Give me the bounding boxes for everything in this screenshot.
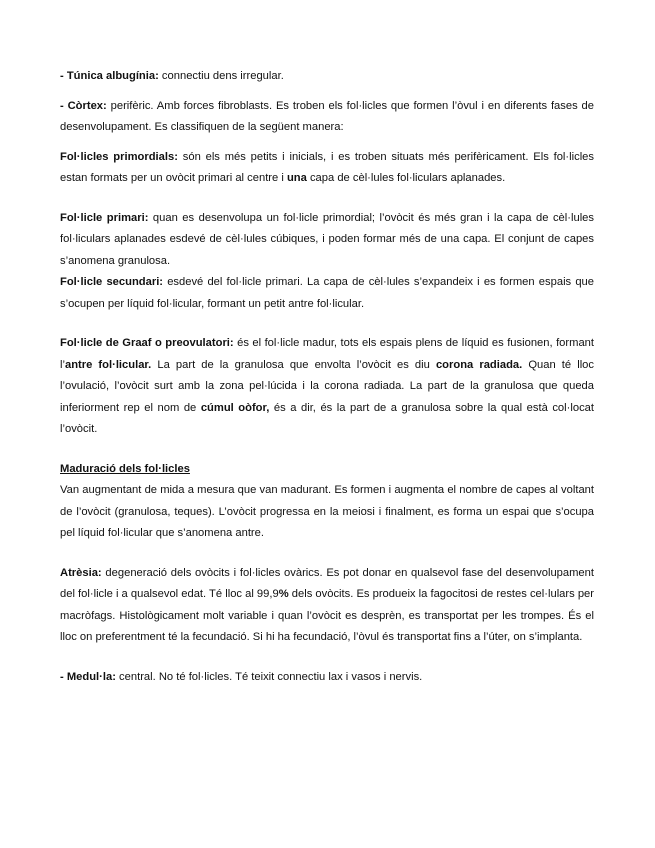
term-cortex: - Còrtex: (60, 99, 107, 112)
term-secondary-follicle: Fol·licle secundari: (60, 276, 164, 288)
definition-secondary-follicle: esdevé del fol·licle primari. La capa de cèl·lules s’expandeix i es formen espais que s’ocupen per líquid fol·licular, formant un petit antre fol·licular. (60, 276, 594, 310)
heading-maduracio (60, 459, 594, 481)
paragraph-maduracio (60, 480, 594, 545)
section-heading-maduracio: Maduració dels fol·licles (60, 462, 190, 475)
definition-primary-follicle: quan es desenvolupa un fol·licle primordial; l’ovòcit és més gran i la capa de cèl·lules fol·liculars aplanades esdevé de cèl·lules cúbiques, i poden formar més de una capa. El conjunt de capes s’anomena granulosa. (60, 211, 594, 267)
term-primordial-follicles: Fol·licles primordials: (60, 150, 178, 163)
definition-primordial-follicles-part1: són els més petits i inicials, i es troben situats més perifèricament. Els fol·licles estan formats per un ovòcit primari al centre i (60, 150, 594, 184)
emphasis-una: una (286, 172, 307, 184)
paragraph-primordial-follicles (60, 147, 594, 190)
paragraph-cortex (60, 96, 594, 139)
definition-atresia-part1: degeneració dels ovòcits i fol·licles ovàrics. Es pot donar en qualsevol fase del desenvolupament del fol·licle i a qualsevol edat. Té lloc al 99,9 (60, 566, 594, 600)
term-tunica-albuginia: - Túnica albugínia: (60, 70, 159, 82)
term-atresia: Atrèsia: (60, 566, 102, 579)
emphasis-corona-radiada: corona radiada. (435, 358, 523, 371)
term-primary-follicle: Fol·licle primari: (60, 211, 149, 224)
emphasis-cumul-oofor: cúmul oòfor, (200, 401, 270, 414)
document-page (60, 66, 594, 688)
emphasis-percent: % (278, 588, 289, 600)
definition-graaf-part2: La part de la granulosa que envolta l’ovòcit es diu (151, 358, 436, 371)
term-graaf-follicle: Fol·licle de Graaf o preovulatori: (60, 337, 234, 349)
definition-tunica-albuginia: connectiu dens irregular. (158, 70, 284, 82)
definition-cortex: perifèric. Amb forces fibroblasts. Es troben els fol·licles que formen l’òvul i en diferents fases de desenvolupament. Es classifiquen de la següent manera: (60, 99, 594, 133)
term-medulla: - Medul·la: (60, 670, 116, 683)
emphasis-antre-follicular: antre fol·licular. (64, 358, 152, 371)
definition-primordial-follicles-part2: capa de cèl·lules fol·liculars aplanades. (306, 172, 506, 184)
paragraph-tunica-albuginia (60, 66, 594, 88)
paragraph-graaf-follicle (60, 333, 594, 441)
definition-graaf-part1: és el fol·licle madur, tots els espais plens de líquid es fusionen, formant l’ (60, 337, 595, 371)
paragraph-primary-follicle (60, 208, 594, 273)
text-maduracio: Van augmentant de mida a mesura que van madurant. Es formen i augmenta el nombre de capes al voltant de l’ovòcit (granulosa, teques). L’ovòcit progressa en la meiosi i finalment, es forma un espai que s’ocupa pel líquid fol·licular que s’anomena antre. (60, 484, 594, 539)
definition-graaf-part4: és a dir, és la part de a granulosa sobre la qual està col·locat l’ovòcit. (60, 401, 594, 435)
paragraph-atresia (60, 563, 594, 649)
definition-graaf-part3: Quan té lloc l’ovulació, l’ovòcit surt amb la zona pel·lúcida i la corona radiada. La part de la granulosa que queda inferiorment rep el nom de (60, 358, 595, 414)
definition-medulla: central. No té fol·licles. Té teixit connectiu lax i vasos i nervis. (115, 670, 423, 683)
paragraph-secondary-follicle (60, 272, 594, 315)
definition-atresia-part2: dels ovòcits. Es produeix la fagocitosi de restes cel·lulars per macròfags. Histològicament molt variable i quan l’ovòcit es desprèn, es transportat per les trompes. És el lloc on preferentment té la fecundació. Si hi ha fecundació, l’òvul és transportat fins a l’úter, on s’implanta. (60, 588, 594, 643)
paragraph-medulla (60, 667, 594, 689)
